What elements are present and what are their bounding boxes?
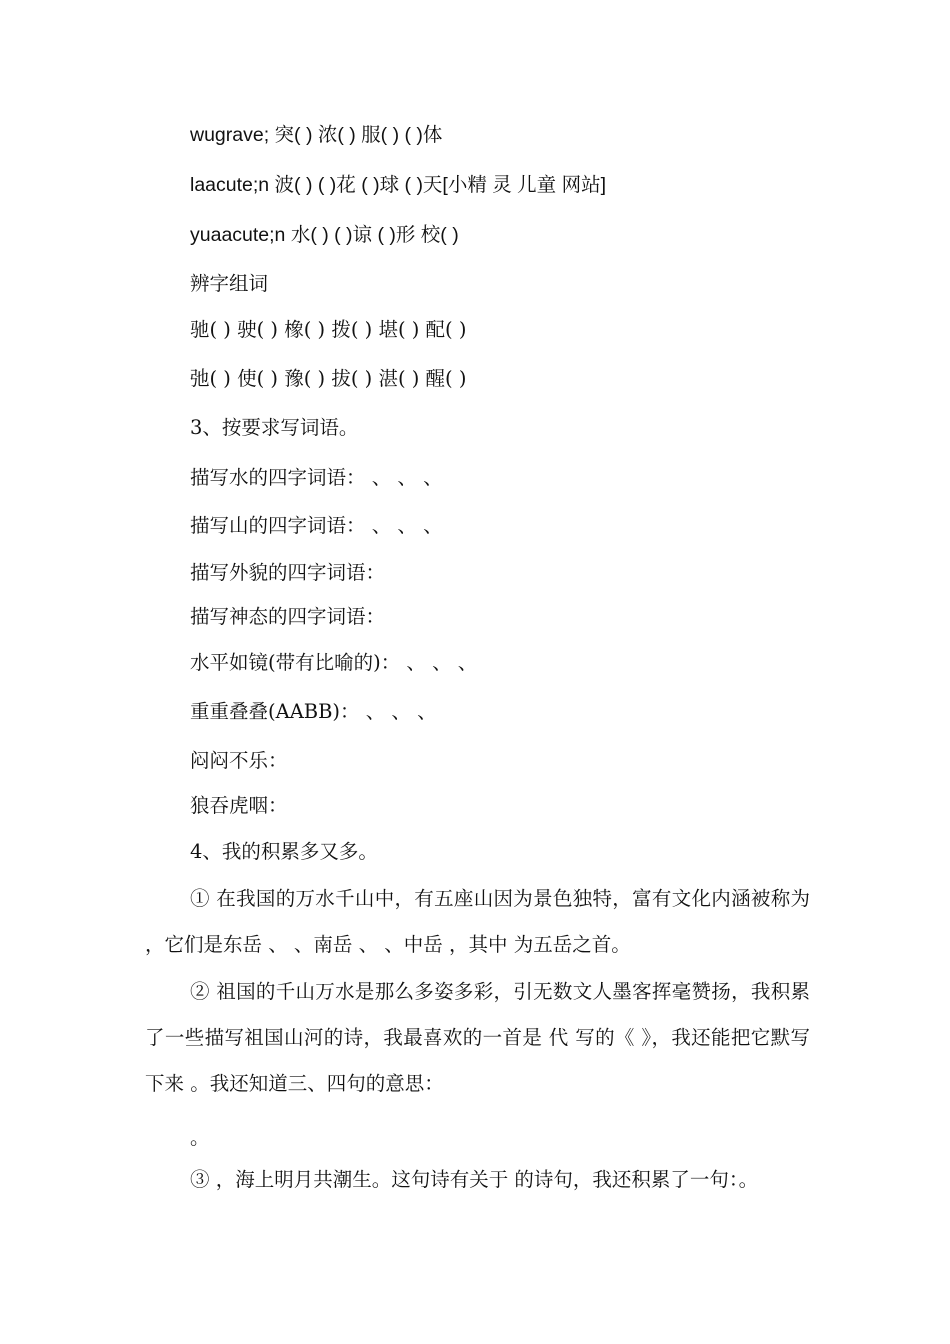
bianzi-title: 辨字组词 bbox=[190, 272, 269, 295]
aabb-words-line: 重重叠叠(AABB)： 、 、 、 bbox=[190, 700, 437, 723]
pinyin-line-lan: laacute;n 波( ) ( )花 ( )球 ( )天[小精 灵 儿童 网站] bbox=[190, 174, 607, 196]
pinyin-line-yuan: yuaacute;n 水( ) ( )谅 ( )形 校( ) bbox=[190, 224, 459, 246]
bianzi-row-2: 弛( ) 使( ) 豫( ) 拔( ) 湛( ) 醒( ) bbox=[190, 367, 467, 390]
expression-words-line: 描写神态的四字词语： bbox=[190, 605, 386, 628]
langtun-line: 狼吞虎咽： bbox=[190, 794, 288, 817]
question-4-title: 4、我的积累多又多。 bbox=[190, 840, 378, 863]
mountain-words-line: 描写山的四字词语： 、 、 、 bbox=[190, 514, 443, 537]
period-line: 。 bbox=[190, 1126, 210, 1149]
water-words-line: 描写水的四字词语： 、 、 、 bbox=[190, 466, 443, 489]
appearance-words-line: 描写外貌的四字词语： bbox=[190, 561, 386, 584]
paragraph-1: ① 在我国的万水千山中，有五座山因为景色独特，富有文化内涵被称为 ，它们是东岳 、 、南岳 、 、中岳 ，其中 为五岳之首。 bbox=[145, 887, 810, 956]
question-3-title: 3、按要求写词语。 bbox=[190, 416, 359, 439]
pinyin-line-wu: wugrave; 突( ) 浓( ) 服( ) ( )体 bbox=[190, 124, 443, 146]
bianzi-row-1: 驰( ) 驶( ) 橡( ) 拨( ) 堪( ) 配( ) bbox=[190, 318, 467, 341]
menmen-line: 闷闷不乐： bbox=[190, 749, 288, 772]
paragraph-3: ③ ，海上明月共潮生。这句诗有关于 的诗句，我还积累了一句：。 bbox=[190, 1168, 759, 1191]
paragraph-2: ② 祖国的千山万水是那么多姿多彩，引无数文人墨客挥毫赞扬，我积累了一些描写祖国山河的诗，我最喜欢的一首是 代 写的《 》，我还能把它默写下来 。我还知道三、四句的意思： bbox=[145, 980, 810, 1095]
mirror-words-line: 水平如镜(带有比喻的)： 、 、 、 bbox=[190, 651, 478, 674]
